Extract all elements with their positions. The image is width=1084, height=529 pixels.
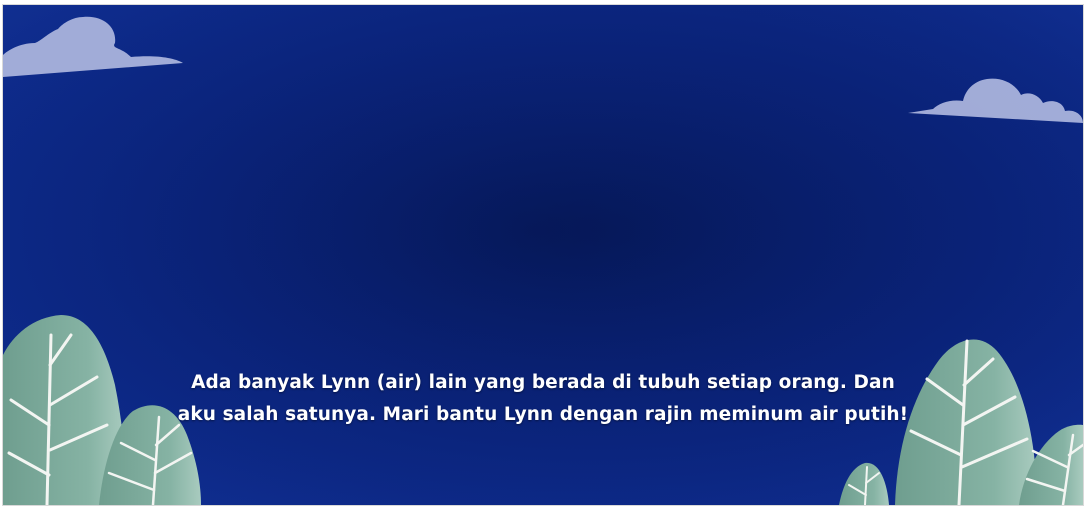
story-text xyxy=(153,367,933,431)
story-line-2: aku salah satunya. Mari bantu Lynn dengan rajin meminum air putih! xyxy=(177,404,909,425)
story-line-1: Ada banyak Lynn (air) lain yang berada di tubuh setiap orang. Dan xyxy=(191,372,895,393)
story-scene xyxy=(2,4,1084,506)
